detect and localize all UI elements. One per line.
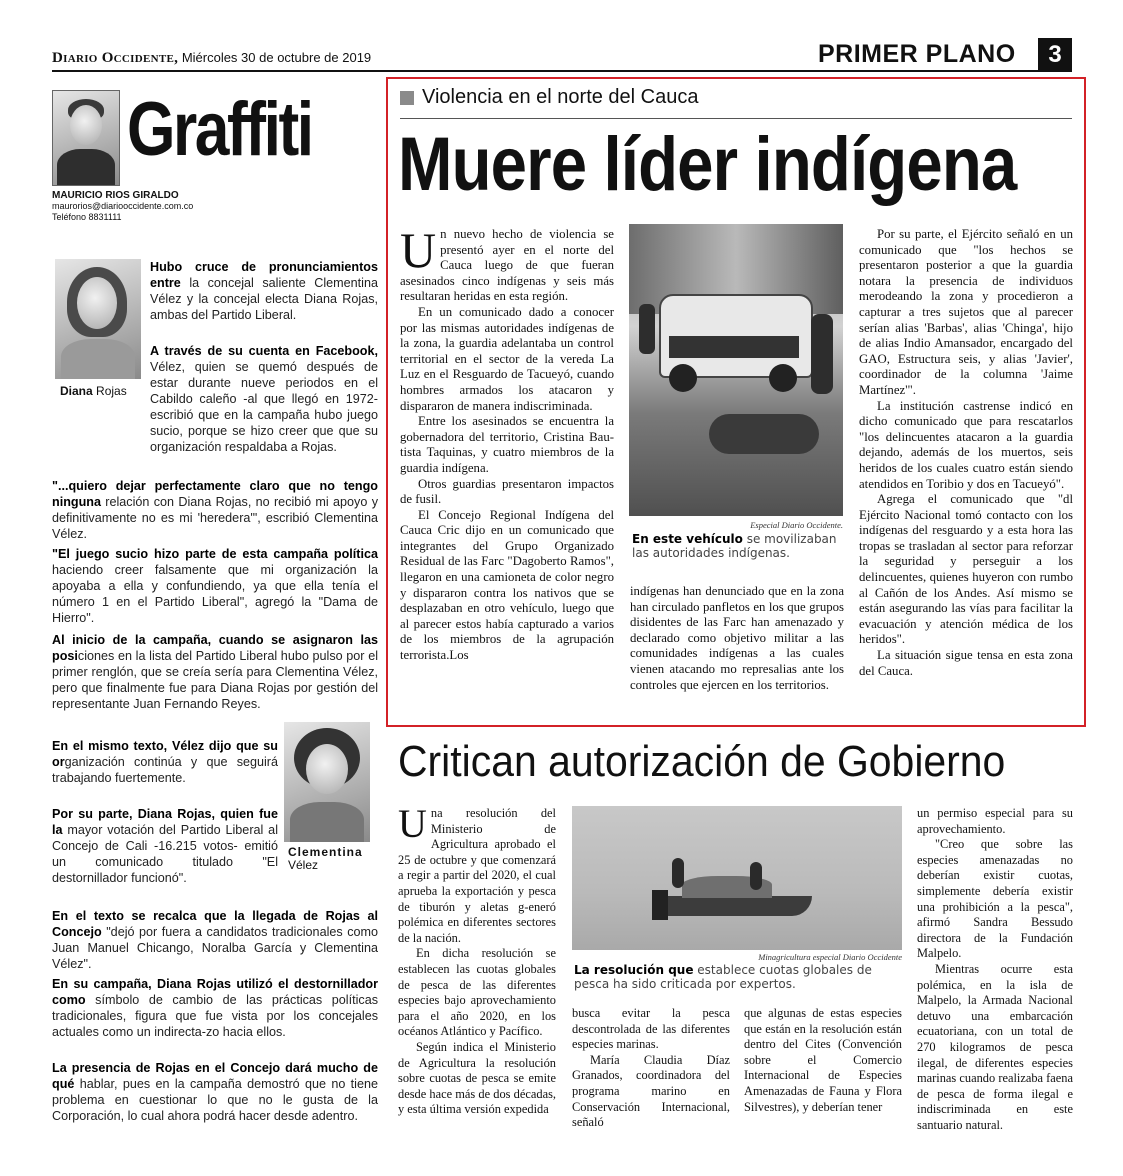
section-title: PRIMER PLANO: [818, 40, 1016, 68]
header-rule: [52, 70, 1072, 72]
graffiti-paragraph: La presencia de Rojas en el Concejo dará mucho de qué hablar, pues en la campaña demostró que no tiene problema en cuestionar lo que no le gusta de la Corporación, lo cual ahora podrá hacer desde adentro.: [52, 1061, 378, 1123]
newspaper-name: Diario Occidente,: [52, 50, 179, 66]
clementina-velez-photo: [284, 722, 370, 842]
photo-credit: Minagricultura especial Diario Occidente: [758, 952, 902, 962]
column-title: Graffiti: [127, 87, 312, 172]
page-number: 3: [1038, 38, 1072, 72]
photo-caption: En este vehículo se movilizaban las autoridades indígenas.: [632, 532, 837, 560]
diana-rojas-photo: [55, 259, 141, 379]
kicker-rule: [400, 118, 1072, 119]
story-column-1: Una resolución del Ministerio de Agricultura aprobado el 25 de octubre y que comenzará a regir a partir del 2020, el cual aprueba la exportación y pesca de tiburón y aletas g-eneró polémica en diferentes sectores de la nación. En dicha resolución se establecen las cuotas globales de pesca de las diferentes especies bajo aprovechamiento para el año 2020, en los océanos Atlántico y Pacífico. Según indica el Ministerio de Agricultura la resolución sobre cuotas de pesca se emite desde hace más de dos décadas, y esta última versión expedida: [398, 801, 556, 1117]
masthead: [52, 50, 371, 67]
graffiti-paragraph: A través de su cuenta en Facebook, Vélez, quien se quemó después de estar durante nueve periodos en el Cabildo caleño -al que llegó en 1972- escribió que en la campaña hubo juego sucio, porque se hizo creer que que su organización respaldaba a Rojas.: [150, 344, 378, 454]
photo-caption: La resolución que establece cuotas globales de pesca ha sido criticada por expertos.: [574, 963, 872, 991]
graffiti-paragraph: Al inicio de la campaña, cuando se asignaron las posiciones en la lista del Partido Liberal hubo pulso por el primer renglón, que se creía sería para Clementina Vélez, pero que finalmente fue para Diana Rojas por gestión del representante Juan Fernando Reyes.: [52, 633, 378, 711]
graffiti-paragraph: En el texto se recalca que la llegada de Rojas al Concejo "dejó por fuera a candidatos tradicionales como Juan Manuel Chicango, Noralba García y Clementina Vélez".: [52, 909, 378, 971]
fishing-boat-photo: [572, 806, 902, 950]
diana-rojas-caption: Diana Rojas: [60, 384, 127, 398]
vehicle-photo: [629, 224, 843, 516]
kicker-square-icon: [400, 91, 414, 105]
story-column-4: un permiso especial para su aprovechamiento. "Creo que sobre las especies amenazadas no deberían existir cuotas, simplemente debería existir una prohibición a la pesca", afirmó Sandra Bessudo directora de la Fundación Malpelo. Mientras ocurre esta polémica, en la isla de Malpelo, la Armada Nacional detuvo una embarcación ecuatoriana, con un total de 270 kilogramos de pesca ilegal, de diferentes especies marinas cuando realizaba faena de pesca de forma ilegal e indiscriminada en este santuario natural.: [917, 806, 1073, 1132]
issue-date: Miércoles 30 de octubre de 2019: [181, 50, 372, 65]
graffiti-paragraph: En su campaña, Diana Rojas utilizó el destornillador como símbolo de cambio de las prácticas políticas tradicionales, figura que fue vista por los concejales actuales como un indirecta-zo hacia ellos.: [52, 977, 378, 1039]
story-column-2: busca evitar la pesca descontrolada de las diferentes especies marinas. María Claudia Díaz Granados, coordinadora del programa marino en Conservación Internacional, señaló: [572, 1006, 730, 1130]
story-column-3: que algunas de estas especies que están en la resolución están dentro del Cites (Convención sobre el Comercio Internacional de Especies Amenazadas de Fauna y Flora Silvestres), y deberían tener: [744, 1006, 902, 1114]
columnist-photo: [52, 90, 120, 186]
story-column-1: Un nuevo hecho de violencia se presentó ayer en el norte del Cauca luego de que fueran asesinados cinco indígenas y seis más resultaran heridas en esta región. En un comunicado dado a conocer por las mismas autoridades indígenas de la zona, la guardia adelantaba un control territorial en el sector de la vereda La Luz en el Resguardo de Tacueyó, cuando hombres armados los atacaron y dispararon de manera indiscriminada. Entre los asesinados se encuentra la gobernadora del territorio, Cristina Bau-tista Taquinas, y cuatro miembros de la guardia indígena. Otros guardias presentaron impactos de fusil. El Concejo Regional Indígena del Cauca Cric dijo en un comunicado que integrantes del Grupo Organizado Residual de las Farc "Dagoberto Ramos", llegaron en una camioneta de color negro y dispararon contra los nativos que se desplazaban en otro vehículo, luego que al parecer estos había capturado a varios de los miembros de la agrupación terrorista.Los: [400, 222, 614, 663]
author-email[interactable]: maurorios@diariooccidente.com.co: [52, 201, 194, 211]
photo-credit: Especial Diario Occidente.: [750, 520, 843, 530]
clementina-velez-caption: Clementina Vélez: [288, 845, 363, 872]
graffiti-paragraph: "El juego sucio hizo parte de esta campaña política haciendo creer falsamente que mi organización la apoyaba a ella y confundiendo, ya que ella tenía el número 1 en el Partido Liberal", agregó la "Dama de Hierro".: [52, 547, 378, 625]
graffiti-paragraph: Hubo cruce de pronunciamientos entre la concejal saliente Clementina Vélez y la concejal electa Diana Rojas, ambas del Partido Liberal.: [150, 260, 378, 322]
story-headline: Critican autorización de Gobierno: [398, 737, 1006, 786]
graffiti-paragraph: En el mismo texto, Vélez dijo que su organización continúa y que seguirá trabajando fuertemente.: [52, 739, 278, 785]
drop-cap: U: [398, 801, 427, 846]
author-phone: Teléfono 8831111: [52, 212, 122, 222]
drop-cap: U: [400, 222, 437, 278]
story-column-2: indígenas han denunciado que en la zona han circulado panfletos en los que grupos disidentes de las Farc han amenazado y declarado como objetivo militar a las comunidades indígenas a las cuales vienen atacando mo represalias ante los controles que ejercen en los territorios.: [630, 584, 844, 692]
graffiti-paragraph: "...quiero dejar perfectamente claro que no tengo ninguna relación con Diana Rojas, no recibió mi apoyo y definitivamente no es mi 'heredera'", escribió Clementina Vélez.: [52, 479, 378, 541]
story-headline: Muere líder indígena: [398, 122, 1017, 207]
author-box: [52, 190, 193, 223]
story-kicker: Violencia en el norte del Cauca: [422, 86, 699, 108]
graffiti-paragraph: Por su parte, Diana Rojas, quien fue la mayor votación del Partido Liberal al Concejo de Cali -16.215 votos- emitió un comunicado titulado "El destornillador funcionó".: [52, 807, 278, 885]
author-name: MAURICIO RIOS GIRALDO: [52, 190, 179, 201]
story-column-3: Por su parte, el Ejército señaló en un comunicado que "los hechos se presentaron posterior a que la guardia notara la presencia de individuos merodeando la zona y procedieron a capturar a tres sujetos que al parecer serían alias 'Barbas', alias 'Chinga', hijo de alias Indio Amansador, encargado del GAO, Estructura seis, y alias 'Javier', coordinador de la columna 'Jaime Martínez'". La institución castrense indicó en dicho comunicado que para rescatarlos "los delincuentes atacaron a la guardia dejando, además de los muertos, seis heridos de los cuales cuatro están siendo atendidos en Toribio y dos en Tacueyó". Agrega el comunicado que "dl Ejército Nacional tomó contacto con los indígenas del resguardo y a esta hora las tropas se trasladan al sector para reforzar la seguridad y perseguir a los delincuentes, quienes huyeron con rumbo al Cañón de los Andes. Así mismo se están asegurando las vías para facilitar la evacuación y atención médica de los heridos". La situación sigue tensa en esta zona del Cauca.: [859, 227, 1073, 678]
